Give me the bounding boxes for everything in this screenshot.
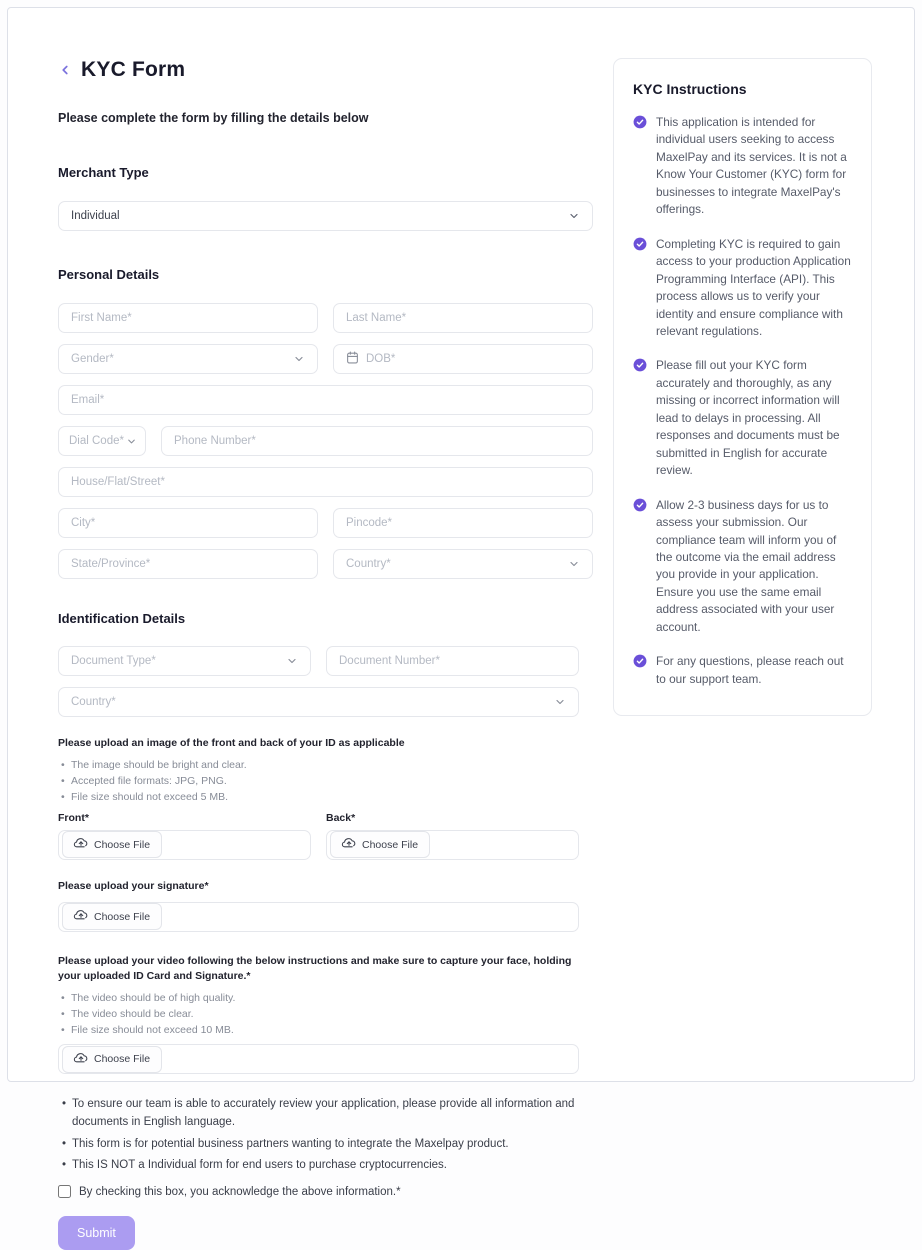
pincode-input[interactable] [333, 508, 593, 538]
merchant-type-label: Merchant Type [58, 165, 149, 180]
instructions-sidebar [613, 58, 872, 1081]
choose-file-label: Choose File [94, 1053, 151, 1065]
chevron-down-icon [568, 210, 580, 222]
video-upload-rules [58, 992, 593, 1036]
calendar-icon [346, 351, 359, 367]
video-upload-field[interactable] [58, 1044, 579, 1074]
upload-cloud-icon [342, 836, 356, 853]
back-upload-field[interactable] [326, 830, 579, 860]
chevron-down-icon [293, 353, 305, 365]
upload-cloud-icon [74, 908, 88, 925]
document-type-placeholder: Document Type* [71, 655, 156, 667]
email-input[interactable] [58, 385, 593, 415]
back-button[interactable] [58, 63, 72, 77]
footer-note: • To ensure our team is able to accurately review your application, please provide all information and documents in English language. [58, 1096, 593, 1132]
instructions-heading: KYC Instructions [633, 81, 747, 97]
back-choose-file-button[interactable] [330, 831, 430, 858]
acknowledge-label: By checking this box, you acknowledge the above information.* [79, 1185, 401, 1198]
id-country-placeholder: Country* [71, 696, 116, 708]
id-upload-rule: • Accepted file formats: JPG, PNG. [58, 775, 593, 787]
signature-upload-field[interactable] [58, 902, 579, 932]
form-column [58, 58, 593, 1241]
front-upload-field[interactable] [58, 830, 311, 860]
signature-upload-title: Please upload your signature* [58, 879, 209, 892]
video-upload-title: Please upload your video following the below instructions and make sure to capture your face, holding your uploaded ID Card and Signature.* [58, 954, 572, 983]
phone-number-input[interactable] [161, 426, 593, 456]
choose-file-label: Choose File [94, 910, 151, 923]
country-placeholder: Country* [346, 558, 391, 570]
check-circle-icon [633, 358, 647, 479]
id-upload-title: Please upload an image of the front and back of your ID as applicable [58, 737, 405, 749]
footer-note: • This IS NOT a Individual form for end users to purchase cryptocurrencies. [58, 1157, 593, 1175]
footer-note: • This form is for potential business partners wanting to integrate the Maxelpay product. [58, 1136, 593, 1154]
id-upload-rule: • File size should not exceed 5 MB. [58, 791, 593, 803]
dob-placeholder: DOB* [366, 353, 396, 365]
instruction-text: Allow 2-3 business days for us to assess your submission. Our compliance team will inform you of the outcome via the email address you provide in your application. Ensure you use the same email address associated with your user account. [656, 497, 837, 634]
page-card [7, 7, 915, 1241]
instruction-item [633, 653, 852, 688]
acknowledge-checkbox[interactable] [58, 1185, 71, 1198]
check-circle-icon [633, 654, 647, 688]
instruction-item [633, 357, 852, 479]
dial-code-select[interactable] [58, 426, 146, 456]
country-select[interactable] [333, 549, 593, 579]
instruction-text: For any questions, please reach out to our support team. [656, 654, 844, 686]
chevron-down-icon [568, 558, 580, 570]
check-circle-icon [633, 498, 647, 637]
video-upload-rule: • File size should not exceed 10 MB. [58, 1024, 593, 1036]
chevron-left-icon [58, 63, 72, 77]
upload-cloud-icon [74, 1051, 88, 1068]
choose-file-label: Choose File [362, 838, 419, 851]
footer-notes [58, 1096, 593, 1175]
city-input[interactable] [58, 508, 318, 538]
instruction-item [633, 114, 852, 219]
instruction-item [633, 236, 852, 341]
street-input[interactable] [58, 467, 593, 497]
page-header [58, 58, 593, 82]
merchant-type-value: Individual [71, 210, 120, 222]
personal-details-heading: Personal Details [58, 267, 160, 282]
gender-select[interactable] [58, 344, 318, 374]
first-name-input[interactable] [58, 303, 318, 333]
id-upload-rule: • The image should be bright and clear. [58, 759, 593, 771]
document-number-input[interactable] [326, 646, 579, 676]
last-name-input[interactable] [333, 303, 593, 333]
page-subtitle: Please complete the form by filling the details below [58, 111, 369, 125]
instruction-text: Completing KYC is required to gain access to your production Application Programming Interface (API). This process allows us to verify your identity and ensure compliance with relevant regulations. [656, 236, 851, 338]
instruction-item [633, 497, 852, 637]
chevron-down-icon [286, 655, 298, 667]
identification-details-heading: Identification Details [58, 611, 186, 626]
chevron-down-icon [126, 436, 137, 447]
chevron-down-icon [554, 696, 566, 708]
check-circle-icon [633, 115, 647, 219]
upload-cloud-icon [74, 836, 88, 853]
dial-code-placeholder: Dial Code* [69, 435, 124, 447]
state-input[interactable] [58, 549, 318, 579]
id-country-select[interactable] [58, 687, 579, 717]
front-choose-file-button[interactable] [62, 831, 162, 858]
check-circle-icon [633, 237, 647, 341]
instruction-text: This application is intended for individual users seeking to access MaxelPay and its services. It is not a Know Your Customer (KYC) form for businesses to integrate MaxelPay's offerings. [656, 115, 847, 217]
submit-button[interactable]: Submit [58, 1216, 135, 1250]
video-upload-rule: • The video should be of high quality. [58, 992, 593, 1004]
signature-choose-file-button[interactable] [62, 903, 162, 930]
gender-placeholder: Gender* [71, 353, 114, 365]
video-upload-rule: • The video should be clear. [58, 1008, 593, 1020]
front-label: Front* [58, 811, 89, 824]
dob-field[interactable] [333, 344, 593, 374]
instruction-text: Please fill out your KYC form accurately and thoroughly, as any missing or incorrect information will lead to delays in processing. All responses and documents must be submitted in English for accurate review. [656, 358, 840, 478]
id-upload-rules [58, 759, 593, 803]
merchant-type-select[interactable] [58, 201, 593, 231]
document-type-select[interactable] [58, 646, 311, 676]
page-title: KYC Form [81, 58, 186, 81]
kyc-instructions-card [613, 58, 872, 716]
video-choose-file-button[interactable] [62, 1046, 162, 1073]
choose-file-label: Choose File [94, 838, 151, 851]
back-label: Back* [326, 811, 356, 824]
